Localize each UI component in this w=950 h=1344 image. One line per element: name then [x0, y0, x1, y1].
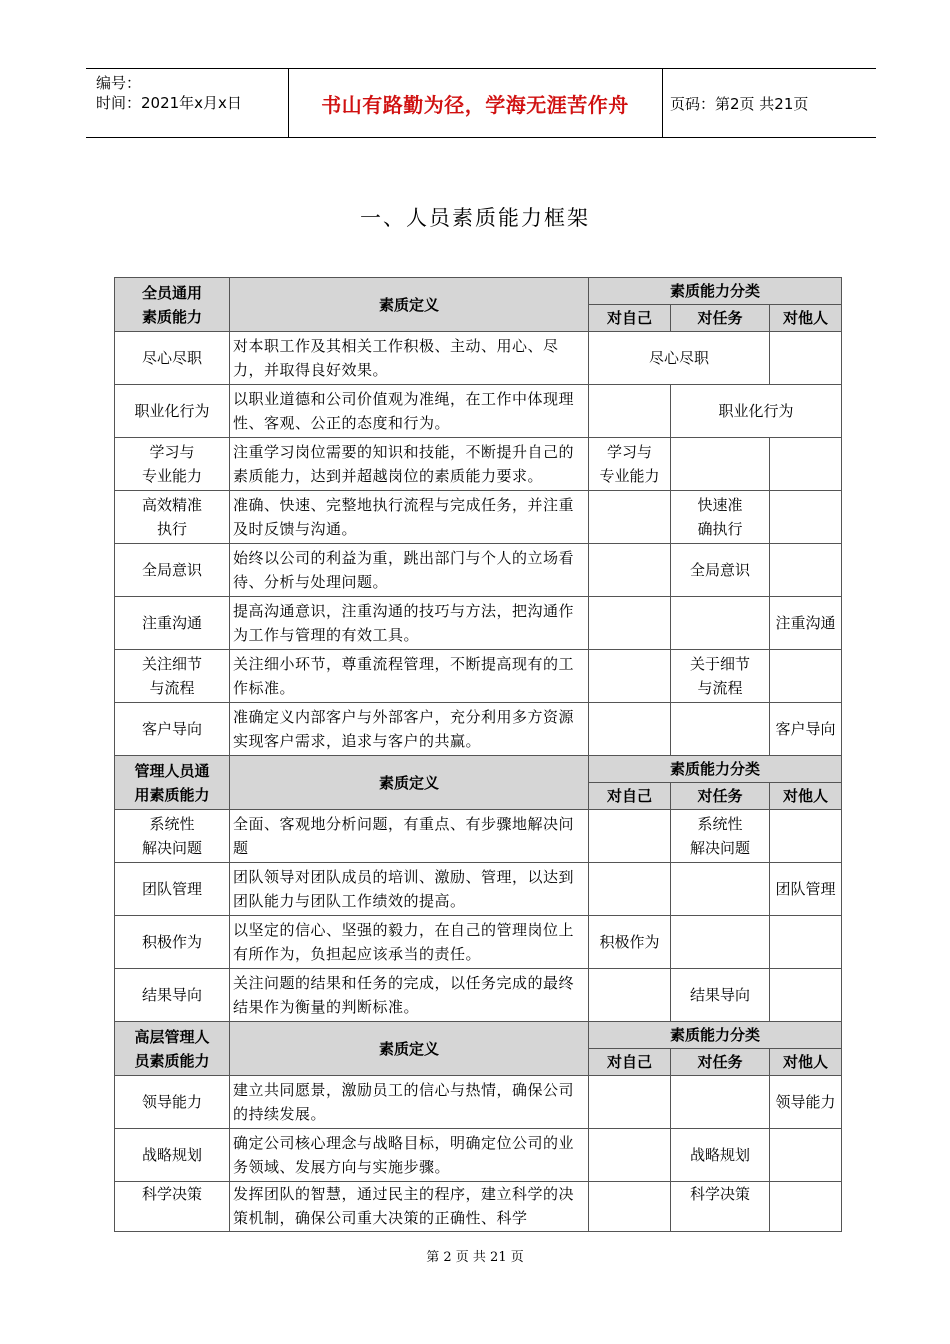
competency-definition: 以职业道德和公司价值观为准绳，在工作中体现理性、客观、公正的态度和行为。	[230, 385, 589, 438]
task-cell	[671, 1076, 770, 1129]
competency-name: 全局意识	[115, 544, 230, 597]
category-column-header: 素质能力分类	[589, 756, 842, 783]
competency-definition: 准确、快速、完整地执行流程与完成任务，并注重及时反馈与沟通。	[230, 491, 589, 544]
table-row	[115, 332, 842, 385]
competency-definition: 对本职工作及其相关工作积极、主动、用心、尽力，并取得良好效果。	[230, 332, 589, 385]
task-column-header: 对任务	[671, 783, 770, 810]
competency-definition: 关注细小环节，尊重流程管理，不断提高现有的工作标准。	[230, 650, 589, 703]
self-column-header: 对自己	[589, 305, 671, 332]
competency-name: 客户导向	[115, 703, 230, 756]
task-column-header: 对任务	[671, 1049, 770, 1076]
table-row	[115, 969, 842, 1022]
page-header	[86, 68, 876, 138]
section-header-row	[115, 278, 842, 305]
others-cell	[770, 332, 842, 385]
self-column-header: 对自己	[589, 783, 671, 810]
competency-definition: 建立共同愿景，激励员工的信心与热情，确保公司的持续发展。	[230, 1076, 589, 1129]
others-cell	[770, 438, 842, 491]
others-column-header: 对他人	[770, 783, 842, 810]
competency-definition: 发挥团队的智慧，通过民主的程序，建立科学的决策机制，确保公司重大决策的正确性、科学	[230, 1182, 589, 1232]
self-cell: 学习与 专业能力	[589, 438, 671, 491]
section-heading: 管理人员通 用素质能力	[115, 756, 230, 810]
task-cell	[671, 916, 770, 969]
self-cell	[589, 597, 671, 650]
competency-definition: 提高沟通意识，注重沟通的技巧与方法，把沟通作为工作与管理的有效工具。	[230, 597, 589, 650]
competency-name: 团队管理	[115, 863, 230, 916]
competency-definition: 团队领导对团队成员的培训、激励、管理，以达到团队能力与团队工作绩效的提高。	[230, 863, 589, 916]
others-cell	[770, 969, 842, 1022]
task-cell: 快速准 确执行	[671, 491, 770, 544]
table-row	[115, 703, 842, 756]
task-cell: 系统性 解决问题	[671, 810, 770, 863]
competency-definition: 全面、客观地分析问题，有重点、有步骤地解决问题	[230, 810, 589, 863]
others-cell: 领导能力	[770, 1076, 842, 1129]
self-cell	[589, 810, 671, 863]
category-column-header: 素质能力分类	[589, 1022, 842, 1049]
competency-name: 积极作为	[115, 916, 230, 969]
self-cell	[589, 1076, 671, 1129]
self-cell	[589, 491, 671, 544]
task-cell: 战略规划	[671, 1129, 770, 1182]
table-row	[115, 810, 842, 863]
competency-name: 关注细节 与流程	[115, 650, 230, 703]
others-cell	[770, 810, 842, 863]
table-row	[115, 597, 842, 650]
others-cell	[770, 1129, 842, 1182]
task-cell	[671, 703, 770, 756]
competency-definition: 准确定义内部客户与外部客户，充分利用多方资源实现客户需求，追求与客户的共赢。	[230, 703, 589, 756]
table-row	[115, 863, 842, 916]
competency-definition: 确定公司核心理念与战略目标，明确定位公司的业务领域、发展方向与实施步骤。	[230, 1129, 589, 1182]
competency-definition: 关注问题的结果和任务的完成，以任务完成的最终结果作为衡量的判断标准。	[230, 969, 589, 1022]
self-cell	[589, 1129, 671, 1182]
table-row	[115, 1076, 842, 1129]
self-cell	[589, 1182, 671, 1232]
others-cell	[770, 650, 842, 703]
competency-name: 科学决策	[115, 1182, 230, 1232]
task-cell: 结果导向	[671, 969, 770, 1022]
section-heading: 全员通用 素质能力	[115, 278, 230, 332]
self-cell	[589, 650, 671, 703]
self-cell	[589, 969, 671, 1022]
document-number-label: 编号：	[96, 74, 142, 92]
competency-table	[114, 277, 842, 1232]
page-footer: 第 2 页 共 21 页	[426, 1250, 524, 1265]
competency-name: 系统性 解决问题	[115, 810, 230, 863]
others-column-header: 对他人	[770, 1049, 842, 1076]
competency-name: 尽心尽职	[115, 332, 230, 385]
competency-definition: 始终以公司的利益为重，跳出部门与个人的立场看待、分析与处理问题。	[230, 544, 589, 597]
others-cell: 注重沟通	[770, 597, 842, 650]
others-cell: 客户导向	[770, 703, 842, 756]
competency-definition: 以坚定的信心、坚强的毅力，在自己的管理岗位上有所作为，负担起应该承当的责任。	[230, 916, 589, 969]
page-title: 一、人员素质能力框架	[360, 206, 590, 230]
self-cell	[589, 703, 671, 756]
task-cell: 科学决策	[671, 1182, 770, 1232]
self-cell	[589, 385, 671, 438]
task-column-header: 对任务	[671, 305, 770, 332]
competency-name: 结果导向	[115, 969, 230, 1022]
table-row	[115, 1129, 842, 1182]
task-cell: 关于细节 与流程	[671, 650, 770, 703]
competency-name: 战略规划	[115, 1129, 230, 1182]
definition-column-header: 素质定义	[230, 278, 589, 332]
table-row	[115, 385, 842, 438]
others-column-header: 对他人	[770, 305, 842, 332]
others-cell	[770, 1182, 842, 1232]
header-motto: 书山有路勤为径，学海无涯苦作舟	[321, 93, 629, 117]
self-column-header: 对自己	[589, 1049, 671, 1076]
competency-name: 学习与 专业能力	[115, 438, 230, 491]
definition-column-header: 素质定义	[230, 1022, 589, 1076]
competency-name: 注重沟通	[115, 597, 230, 650]
self-task-cell: 尽心尽职	[589, 332, 770, 385]
task-cell: 全局意识	[671, 544, 770, 597]
others-cell: 团队管理	[770, 863, 842, 916]
document-date-label: 时间：2021年x月x日	[96, 94, 242, 112]
header-page-number: 页码：第2页 共21页	[670, 95, 809, 113]
table-row	[115, 544, 842, 597]
table-row	[115, 650, 842, 703]
task-cell	[671, 863, 770, 916]
section-header-row	[115, 1022, 842, 1049]
header-meta	[96, 73, 242, 113]
competency-name: 职业化行为	[115, 385, 230, 438]
section-header-row	[115, 756, 842, 783]
self-cell	[589, 863, 671, 916]
category-column-header: 素质能力分类	[589, 278, 842, 305]
task-cell	[671, 597, 770, 650]
competency-name: 高效精准 执行	[115, 491, 230, 544]
section-heading: 高层管理人 员素质能力	[115, 1022, 230, 1076]
task-cell	[671, 438, 770, 491]
competency-name: 领导能力	[115, 1076, 230, 1129]
self-cell	[589, 544, 671, 597]
task-others-cell: 职业化行为	[671, 385, 842, 438]
others-cell	[770, 916, 842, 969]
table-row	[115, 438, 842, 491]
others-cell	[770, 544, 842, 597]
table-row	[115, 916, 842, 969]
definition-column-header: 素质定义	[230, 756, 589, 810]
header-divider	[662, 69, 663, 137]
self-cell: 积极作为	[589, 916, 671, 969]
others-cell	[770, 491, 842, 544]
table-row	[115, 491, 842, 544]
table-row	[115, 1182, 842, 1232]
competency-definition: 注重学习岗位需要的知识和技能，不断提升自己的素质能力，达到并超越岗位的素质能力要求。	[230, 438, 589, 491]
